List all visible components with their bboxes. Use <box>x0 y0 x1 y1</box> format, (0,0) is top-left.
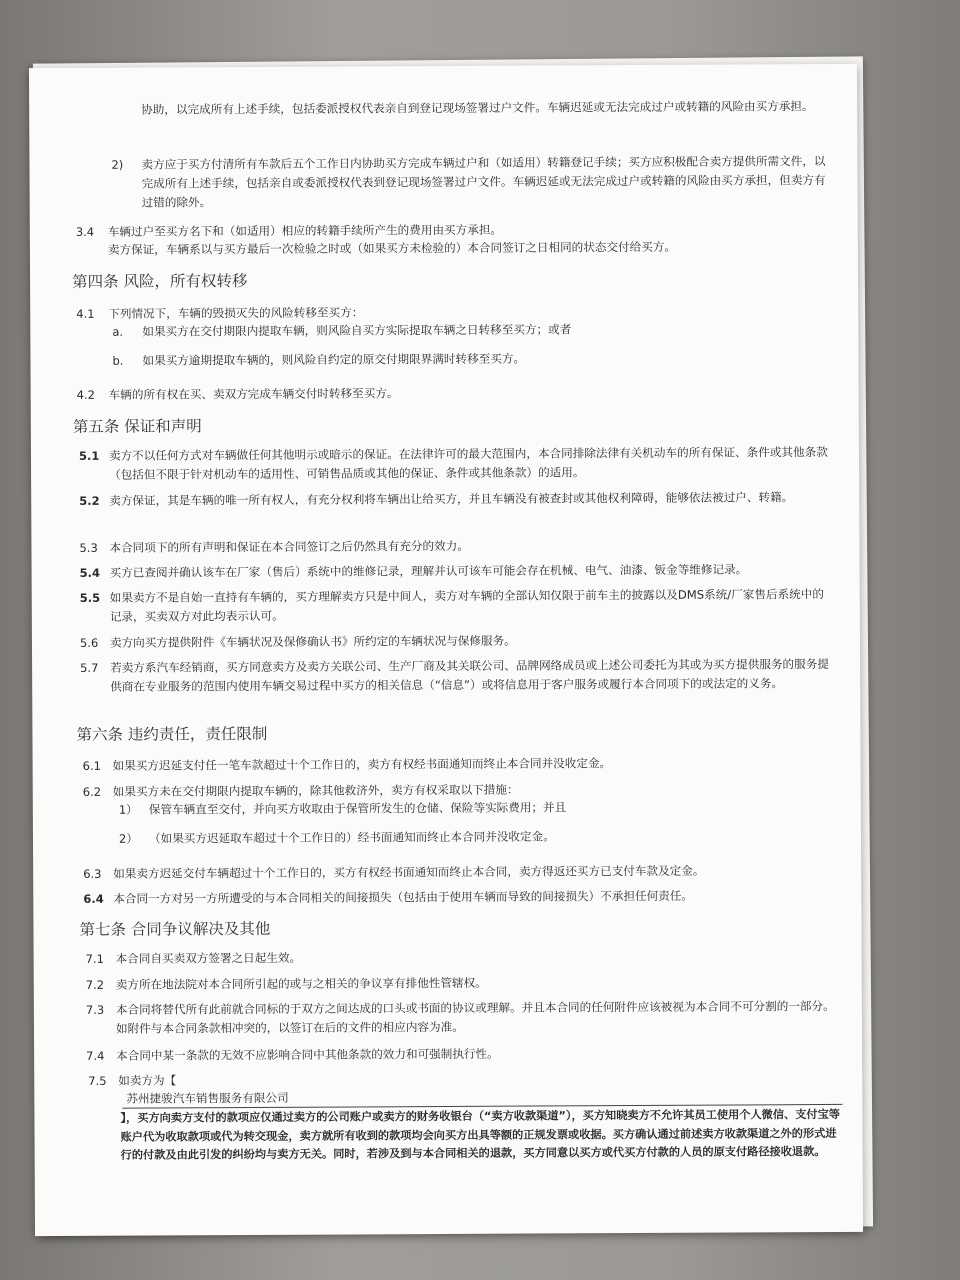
clause-5-4-number: 5.4 <box>79 565 101 580</box>
clause-5-1-number: 5.1 <box>78 448 100 463</box>
clause-6-3-text: 如果卖方迟延交付车辆超过十个工作日的，买方有权经书面通知而终止本合同，卖方得返还买方已支付车款及定金。 <box>113 863 705 881</box>
clause-4-1-number: 4.1 <box>76 306 95 321</box>
clause-6-1-text: 如果买方迟延支付任一笔车款超过十个工作日的，卖方有权经书面通知而终止本合同并没收定金。 <box>112 756 612 773</box>
clause-7-2-number: 7.2 <box>85 977 105 992</box>
clause-7-5-text: 】，买方向卖方支付的款项应仅通过卖方的公司账户或卖方的财务收银台（“卖方收款渠道”），买方知晓卖方不允许其员工使用个人微信、支付宝等账户代为收取款项或代为转交现金，卖方就所有收到的款项均会向买方出具等额的正规发票或收据。买方确认通过前述卖方收款渠道之外的形式进行的付款及由此引发的纠纷均与卖方无关。同时，若涉及到与本合同相关的退款，买方同意以买方或代买方付款的人员的原支付路径接收退款。 <box>120 1107 840 1162</box>
contract-page <box>29 64 863 1236</box>
clause-3-4-line-2: 卖方保证，车辆系以与买方最后一次检验之时或（如果买方未检验的）本合同签订之日相同的状态交付给买方。 <box>107 239 677 257</box>
clause-6-2-number: 6.2 <box>82 784 102 799</box>
clause-5-1-text: 卖方不以任何方式对车辆做任何其他明示或暗示的保证。在法律许可的最大范围内，本合同排除法律有关机动车的所有保证、条件或其他条款（包括但不限于针对机动车的适用性、可销售品质或其他的保证、条件或其他条款）的适用。 <box>108 444 828 482</box>
clause-6-2-text: 如果买方未在交付期限内提取车辆的，除其他救济外，卖方有权采取以下措施： <box>112 782 519 799</box>
clause-3-4-line-1: 车辆过户至买方名下和（如适用）相应的转籍手续所产生的费用由买方承担。 <box>107 222 503 239</box>
clause-5-5-number: 5.5 <box>79 590 101 605</box>
clause-6-4-number: 6.4 <box>83 891 104 906</box>
seller-company-name: 苏州捷骏汽车销售服务有限公司 <box>126 1090 289 1106</box>
clause-4-2-text: 车辆的所有权在买、卖双方完成车辆交付时转移至买方。 <box>108 386 399 402</box>
clause-5-5-text: 如果卖方不是自始一直持有车辆的，买方理解卖方只是中间人，卖方对车辆的全部认知仅限于前车主的披露以及DMS系统/厂家售后系统中的记录，买卖双方对此均表示认可。 <box>109 587 824 624</box>
clause-7-4-text: 本合同中某一条款的无效不应影响合同中其他条款的效力和可强制执行性。 <box>116 1046 499 1063</box>
clause-6-3-number: 6.3 <box>83 866 102 881</box>
clause-7-5-number: 7.5 <box>88 1073 107 1088</box>
clause-3-4-number: 3.4 <box>75 224 95 239</box>
clause-6-2-item-2-number: 2） <box>118 831 138 846</box>
clause-5-3-number: 5.3 <box>79 540 98 555</box>
article-6-heading: 第六条 违约责任，责任限制 <box>76 724 268 744</box>
clause-6-4-text: 本合同一方对另一方所遭受的与本合同相关的间接损失（包括由于使用车辆而导致的间接损失）不承担任何责任。 <box>113 888 694 906</box>
clause-4-1-text: 下列情况下，车辆的毁损灭失的风险转移至买方： <box>108 305 364 321</box>
clause-7-4-number: 7.4 <box>86 1048 105 1063</box>
clause-4-1-a-number: a. <box>112 324 124 339</box>
clause-7-1-number: 7.1 <box>85 951 104 966</box>
clause-3-3-item-2-text: 卖方应于买方付清所有车款后五个工作日内协助买方完成车辆过户和（如适用）转籍登记手续；买方应积极配合卖方提供所需文件，以完成所有上述手续，包括亲自或委派授权代表到登记现场签署过户文件。车辆迟延或无法完成过户或转籍的风险由买方承担，但卖方有过错的除外。 <box>141 154 826 210</box>
clause-7-2-text: 卖方所在地法院对本合同所引起的或与之相关的争议享有排他性管辖权。 <box>115 975 487 992</box>
clause-5-2-text: 卖方保证，其是车辆的唯一所有权人，有充分权利将车辆出让给买方，并且车辆没有被查封或其他权利障碍，能够依法被过户、转籍。 <box>109 490 794 508</box>
clause-7-3-number: 7.3 <box>85 1002 105 1017</box>
article-4-heading: 第四条 风险，所有权转移 <box>72 272 248 291</box>
clause-5-6-text: 卖方向买方提供附件《车辆状况及保修确认书》所约定的车辆状况与保修服务。 <box>109 633 516 650</box>
clause-6-1-number: 6.1 <box>82 758 101 773</box>
article-5-heading: 第五条 保证和声明 <box>72 417 202 436</box>
page-content <box>29 64 863 1236</box>
clause-5-7-number: 5.7 <box>80 660 99 675</box>
clause-7-5-intro: 如卖方为【 <box>118 1073 177 1088</box>
clause-4-1-a-text: 如果买方在交付期限内提取车辆，则风险自买方实际提取车辆之日转移至买方；或者 <box>142 322 572 339</box>
clause-3-3-item-1-text: 协助，以完成所有上述手续，包括委派授权代表亲自到登记现场签署过户文件。车辆迟延或无法完成过户或转籍的风险由买方承担。 <box>141 99 814 117</box>
clause-6-2-item-1-number: 1） <box>118 802 138 817</box>
clause-4-2-number: 4.2 <box>76 387 95 402</box>
clause-7-1-text: 本合同自买卖双方签署之日起生效。 <box>115 950 302 966</box>
clause-4-1-b-number: b. <box>112 353 124 368</box>
clause-5-2-number: 5.2 <box>79 493 100 508</box>
clause-5-6-number: 5.6 <box>79 635 99 650</box>
article-7-heading: 第七条 合同争议解决及其他 <box>79 919 271 939</box>
clause-7-3-text: 本合同将替代所有此前就合同标的于双方之间达成的口头或书面的协议或理解。并且本合同的任何附件应该被视为本合同不可分割的一部分。如附件与本合同条款相冲突的，以签订在后的文件的相应内容为准。 <box>115 998 835 1036</box>
clause-3-3-item-2-number: 2) <box>111 157 124 172</box>
clause-4-1-b-text: 如果买方逾期提取车辆的，则风险自约定的原交付期限界满时转移至买方。 <box>142 351 526 368</box>
clause-6-2-item-1-text: 保管车辆直至交付，并向买方收取由于保管所发生的仓储、保险等实际费用；并且 <box>148 800 567 817</box>
clause-6-2-item-2-text: （如果买方迟延取车超过十个工作日的）经书面通知而终止本合同并没收定金。 <box>148 829 555 846</box>
clause-5-4-text: 买方已查阅并确认该车在厂家（售后）系统中的维修记录，理解并认可该车可能会存在机械、电气、油漆、钣金等维修记录。 <box>109 562 748 580</box>
clause-5-7-text: 若卖方系汽车经销商，买方同意卖方及卖方关联公司、生产厂商及其关联公司、品牌网络成员或上述公司委托为其或为买方提供服务的服务提供商在专业服务的范围内使用车辆交易过程中买方的相关信息（“信息”）或将信息用于客户服务或履行本合同项下的或法定的义务。 <box>110 656 829 694</box>
clause-5-3-text: 本合同项下的所有声明和保证在本合同签订之后仍然具有充分的效力。 <box>109 538 469 555</box>
